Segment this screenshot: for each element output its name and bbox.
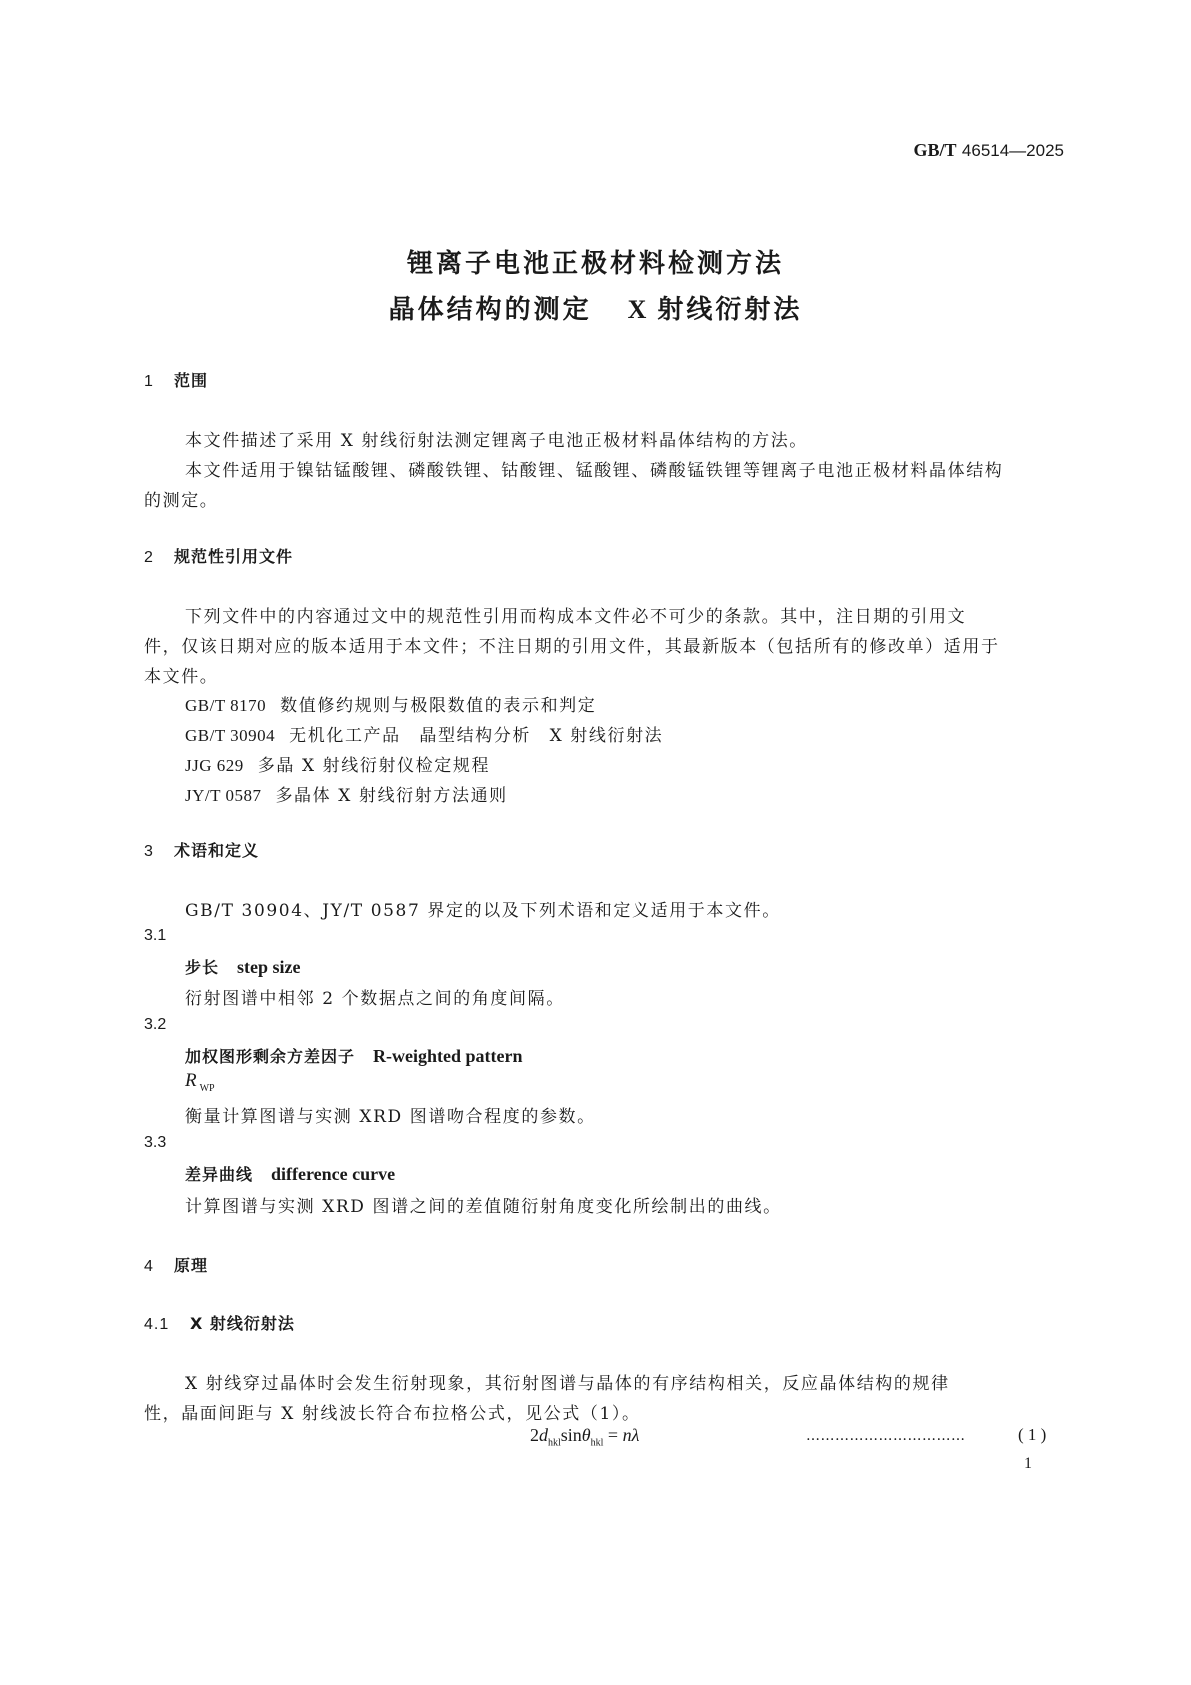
paragraph: 本文件描述了采用 X 射线衍射法测定锂离子电池正极材料晶体结构的方法。: [185, 431, 808, 451]
reference-title: 多晶体 X 射线衍射方法通则: [275, 786, 508, 806]
standard-code: [913, 140, 1064, 161]
reference-title: 数值修约规则与极限数值的表示和判定: [280, 696, 597, 716]
reference-code: JJG 629: [185, 756, 244, 775]
paragraph-continuation: 性，晶面间距与 X 射线波长符合布拉格公式，见公式（1）。: [144, 1404, 641, 1424]
paragraph: 下列文件中的内容通过文中的规范性引用而构成本文件必不可少的条款。其中，注日期的引用文: [185, 607, 967, 627]
page-number: 1: [1024, 1455, 1032, 1472]
paragraph-continuation: 的测定。: [144, 491, 219, 511]
term-symbol: R $_{WP}$: [185, 1070, 215, 1094]
normative-reference: [185, 691, 596, 716]
term-heading: 差异曲线 difference curve: [185, 1164, 396, 1184]
subsection-heading-4-1: 4.1 X 射线衍射法: [144, 1314, 295, 1333]
document-title-line2: 晶体结构的测定 X 射线衍射法: [388, 295, 803, 325]
document-title-line1: 锂离子电池正极材料检测方法: [406, 249, 784, 279]
formula-number: ( 1 ): [1018, 1425, 1047, 1444]
paragraph: 本文件适用于镍钴锰酸锂、磷酸铁锂、钴酸锂、锰酸锂、磷酸锰铁锂等锂离子电池正极材料晶体结构: [185, 461, 1004, 481]
section-heading-2: 2 规范性引用文件: [144, 547, 294, 566]
term-definition: 衍射图谱中相邻 2 个数据点之间的角度间隔。: [185, 989, 565, 1009]
reference-code: GB/T 30904: [185, 726, 276, 745]
section-heading-1: 1 范围: [144, 371, 209, 390]
reference-title: 多晶 X 射线衍射仪检定规程: [257, 756, 491, 776]
paragraph-continuation: 本文件。: [144, 667, 219, 687]
term-definition: 计算图谱与实测 XRD 图谱之间的差值随衍射角度变化所绘制出的曲线。: [185, 1197, 782, 1217]
normative-reference: [185, 781, 508, 806]
standard-prefix: GB/T: [913, 140, 957, 160]
normative-reference: [185, 721, 663, 746]
section-heading-3: 3 术语和定义: [144, 841, 260, 860]
reference-title: 无机化工产品 晶型结构分析 X 射线衍射法: [289, 726, 664, 746]
standard-number: 46514—2025: [961, 141, 1064, 160]
term-heading: 加权图形剩余方差因子 R-weighted pattern: [185, 1046, 523, 1066]
paragraph: X 射线穿过晶体时会发生衍射现象，其衍射图谱与晶体的有序结构相关，反应晶体结构的规律: [185, 1374, 950, 1394]
bragg-formula: $2d_{hkl}\sin\theta_{hkl} = n\lambda$: [530, 1425, 640, 1449]
reference-code: GB/T 8170: [185, 696, 267, 715]
normative-reference: [185, 751, 490, 776]
section-heading-4: 4 原理: [144, 1256, 209, 1275]
term-heading: 步长 step size: [185, 957, 301, 977]
term-definition: 衡量计算图谱与实测 XRD 图谱吻合程度的参数。: [185, 1107, 596, 1127]
term-number: 3.3: [144, 1134, 167, 1151]
term-number: 3.2: [144, 1016, 167, 1033]
reference-code: JY/T 0587: [185, 786, 262, 805]
paragraph: GB/T 30904、JY/T 0587 界定的以及下列术语和定义适用于本文件。: [185, 901, 781, 921]
term-number: 3.1: [144, 927, 167, 944]
paragraph-continuation: 件，仅该日期对应的版本适用于本文件；不注日期的引用文件，其最新版本（包括所有的修改单）适用于: [144, 637, 1000, 657]
formula-leader-dots: ……………………………: [806, 1428, 966, 1444]
